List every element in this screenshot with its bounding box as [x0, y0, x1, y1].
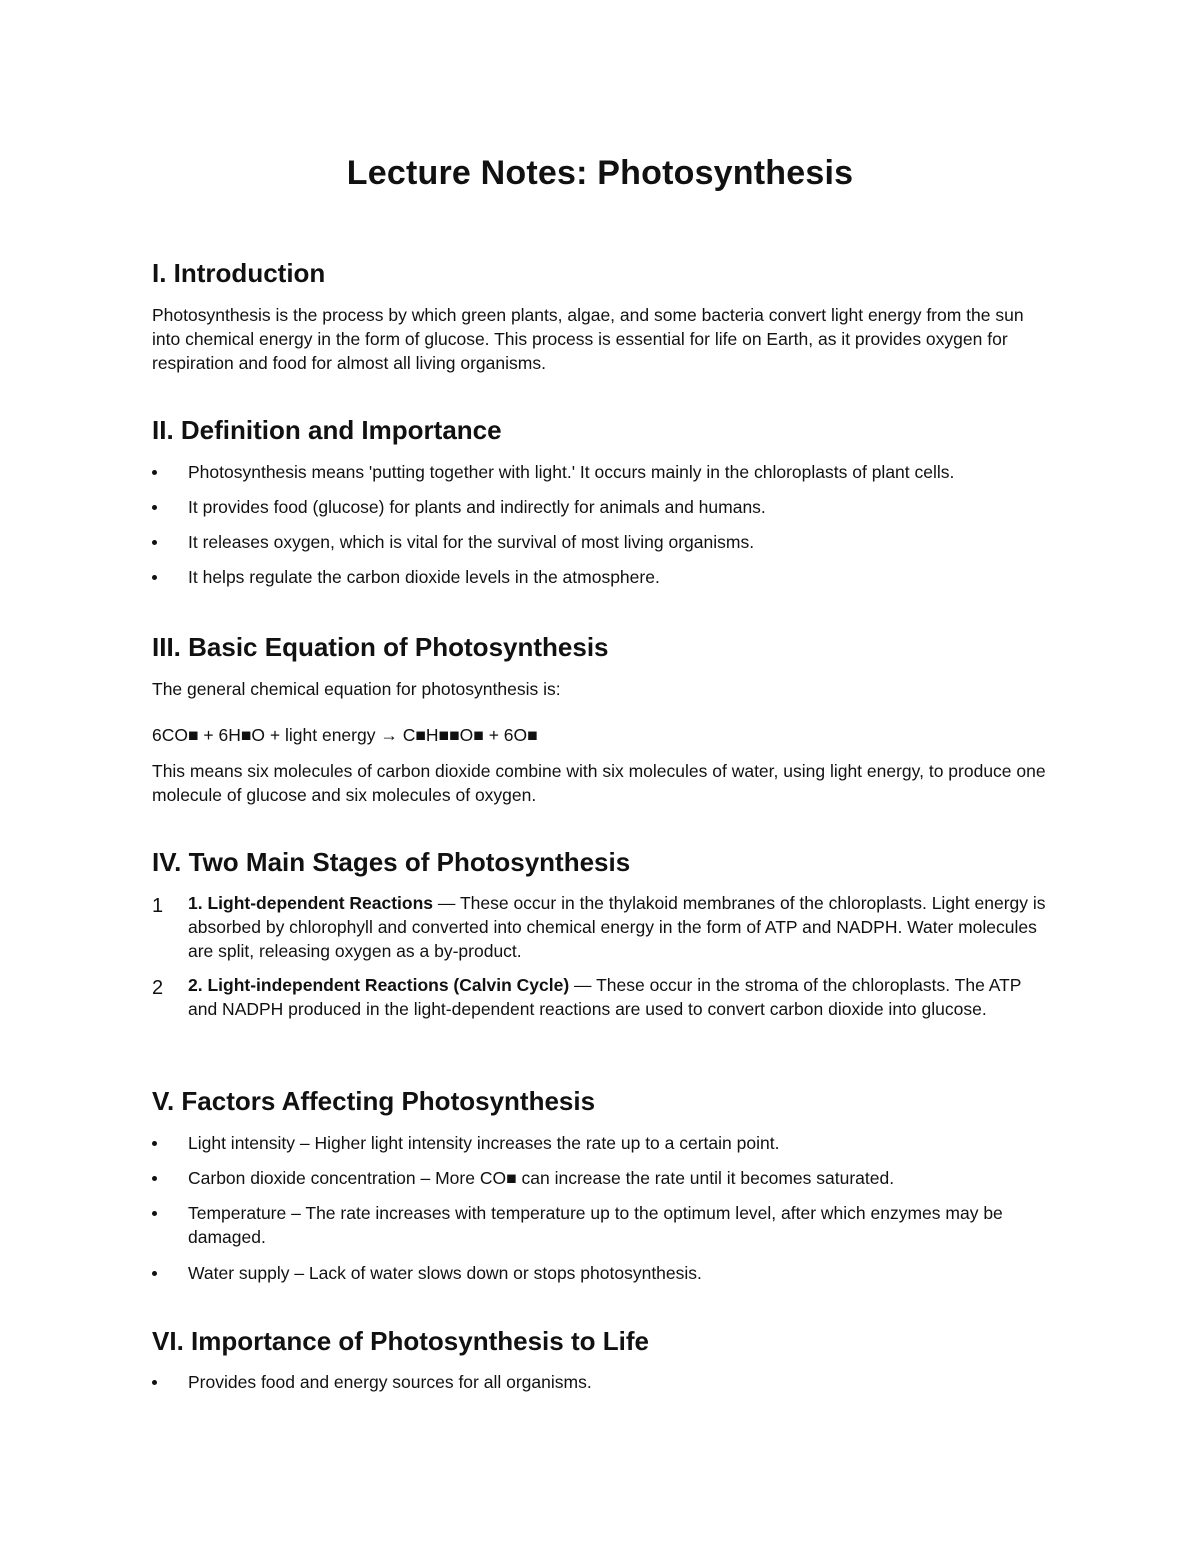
section-heading-definition: II. Definition and Importance [152, 415, 502, 445]
list-item-text: Water supply – Lack of water slows down or stops photosynthesis. [188, 1263, 702, 1283]
section-heading-importance: VI. Importance of Photosynthesis to Life [152, 1326, 649, 1356]
bullet-icon [152, 1176, 157, 1181]
bullet-icon [152, 1211, 157, 1216]
bullet-icon [152, 575, 157, 580]
bullet-icon [152, 505, 157, 510]
section-heading-equation: III. Basic Equation of Photosynthesis [152, 632, 609, 662]
section-heading-factors: V. Factors Affecting Photosynthesis [152, 1086, 596, 1116]
bullet-icon [152, 540, 157, 545]
introduction-paragraph: Photosynthesis is the process by which green plants, algae, and some bacteria convert light energy from the sun into chemical energy in the form of glucose. This process is essential for life on Earth, as it provides oxygen for respiration and food for almost all living organisms. [152, 305, 1024, 373]
list-number: 1 [152, 895, 164, 917]
bullet-icon [152, 1271, 157, 1276]
list-item-text: Temperature – The rate increases with temperature up to the optimum level, after which enzymes may be damaged. [188, 1203, 1003, 1247]
list-item-text: It helps regulate the carbon dioxide levels in the atmosphere. [188, 567, 660, 587]
list-number: 2 [152, 977, 164, 999]
list-item-text: Photosynthesis means 'putting together with light.' It occurs mainly in the chloroplasts of plant cells. [188, 462, 955, 482]
stage-label: 2. Light-independent Reactions (Calvin Cycle) [188, 975, 570, 995]
list-item-text: Carbon dioxide concentration – More CO■ can increase the rate until it becomes saturated. [188, 1168, 895, 1188]
stage-label: 1. Light-dependent Reactions [188, 893, 434, 913]
list-item-text: It releases oxygen, which is vital for the survival of most living organisms. [188, 532, 755, 552]
bullet-icon [152, 1380, 157, 1385]
bullet-icon [152, 1141, 157, 1146]
list-item-text: Provides food and energy sources for all organisms. [188, 1372, 592, 1392]
equation-intro: The general chemical equation for photosynthesis is: [152, 679, 561, 699]
equation-explanation: This means six molecules of carbon dioxide combine with six molecules of water, using light energy, to produce one molecule of glucose and six molecules of oxygen. [152, 761, 1046, 805]
list-item-text: It provides food (glucose) for plants and indirectly for animals and humans. [188, 497, 766, 517]
bullet-icon [152, 470, 157, 475]
document-title: Lecture Notes: Photosynthesis [346, 154, 854, 192]
list-item-text: Light intensity – Higher light intensity increases the rate up to a certain point. [188, 1133, 780, 1153]
section-heading-stages: IV. Two Main Stages of Photosynthesis [152, 847, 631, 877]
stage-description: — These occur in the thylakoid membranes of the chloroplasts. Light energy is absorbed by chlorophyll and converted into chemical energy in the form of ATP and NADPH. Water molecules are split, releasing oxygen as a by-product. [188, 893, 1046, 961]
stage-description: — These occur in the stroma of the chloroplasts. The ATP and NADPH produced in the light-dependent reactions are used to convert carbon dioxide into glucose. [188, 975, 1022, 1019]
stage-item-light-independent [188, 973, 1052, 1021]
chemical-equation: 6CO■ + 6H■O + light energy → C■H■■O■ + 6O■ [152, 725, 538, 745]
stage-item-light-dependent [188, 891, 1052, 963]
section-heading-introduction: I. Introduction [152, 258, 326, 288]
